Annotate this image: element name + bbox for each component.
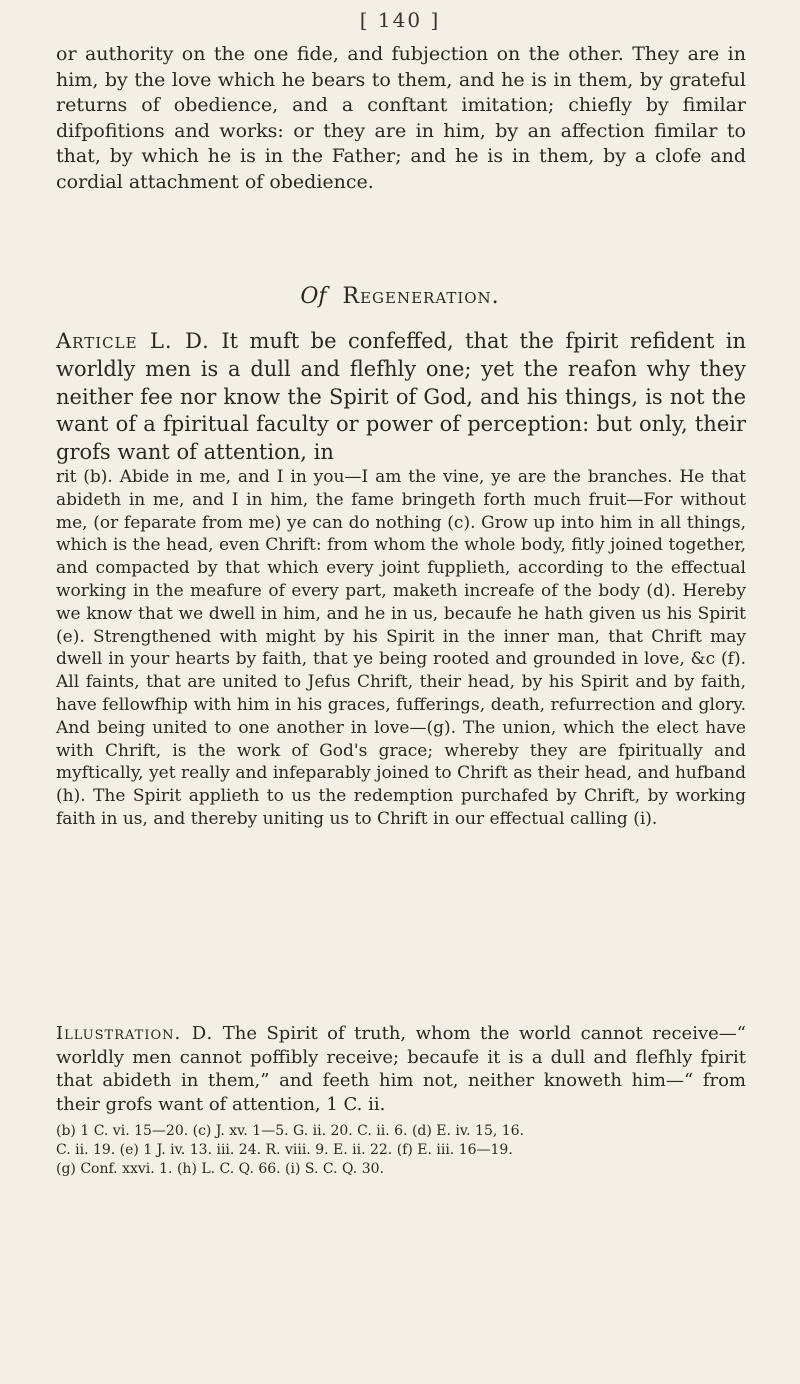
illustration-paragraph	[56, 1022, 746, 1116]
article-text: It muft be confeffed, that the fpirit refident in worldly men is a dull and flefhly one; yet the reafon why they neither fee nor know the Spirit of God, and his things, is not the want of a fpiritual faculty or power of perception: but only, their grofs want of attention, in	[56, 329, 746, 465]
article-label: Article L. D.	[56, 329, 210, 353]
article-paragraph	[56, 328, 746, 467]
footnote-line: (b) 1 C. vi. 15—20. (c) J. xv. 1—5. G. ii. 20. C. ii. 6. (d) E. iv. 15, 16.	[56, 1123, 525, 1139]
page-number: [ 140 ]	[359, 8, 441, 32]
section-heading-title: Regeneration.	[342, 284, 500, 309]
illustration-label: Illustration. D.	[56, 1023, 214, 1044]
footnote-line: C. ii. 19. (e) 1 J. iv. 13. iii. 24. R. viii. 9. E. ii. 22. (f) E. iii. 16—19.	[56, 1142, 513, 1158]
section-heading-of: Of	[300, 284, 327, 309]
section-heading	[0, 284, 800, 309]
scripture-paragraph: rit (b). Abide in me, and I in you—I am the vine, ye are the branches. He that abideth in me, and I in him, the fame bringeth forth much fruit—For without me, (or feparate from me) ye can do nothing (c). Grow up into him in all things, which is the head, even Chrift: from whom the whole body, fitly joined together, and compacted by that which every joint fupplieth, according to the effectual working in the meafure of every part, maketh increafe of the body (d). Hereby we know that we dwell in him, and he in us, becaufe he hath given us his Spirit (e). Strengthened with might by his Spirit in the inner man, that Chrift may dwell in your hearts by faith, that ye being rooted and grounded in love, &c (f). All faints, that are united to Jefus Chrift, their head, by his Spirit and by faith, have fellowfhip with him in his graces, fufferings, death, refurrection and glory. And being united to one another in love—(g). The union, which the elect have with Chrift, is the work of God's grace; whereby they are fpiritually and myftically, yet really and infeparably joined to Chrift as their head, and hufband (h). The Spirit applieth to us the redemption purchafed by Chrift, by working faith in us, and thereby uniting us to Chrift in our effectual calling (i).	[56, 467, 746, 829]
opening-paragraph: or authority on the one fide, and fubjection on the other. They are in him, by the love which he bears to them, and he is in them, by grateful returns of obedience, and a conftant imitation; chiefly by fimilar difpofitions and works: or they are in him, by an affection fimilar to that, by which he is in the Father; and he is in them, by a clofe and cordial attachment of obedience.	[56, 43, 746, 193]
illustration-text: The Spirit of truth, whom the world cannot receive—“ worldly men cannot poffibly receive; becaufe it is a dull and flefhly fpirit that abideth in them,” and feeth him not, neither knoweth him—“ from their grofs want of attention, 1 C. ii.	[56, 1023, 746, 1115]
footnote-line: (g) Conf. xxvi. 1. (h) L. C. Q. 66. (i) S. C. Q. 30.	[56, 1161, 384, 1177]
